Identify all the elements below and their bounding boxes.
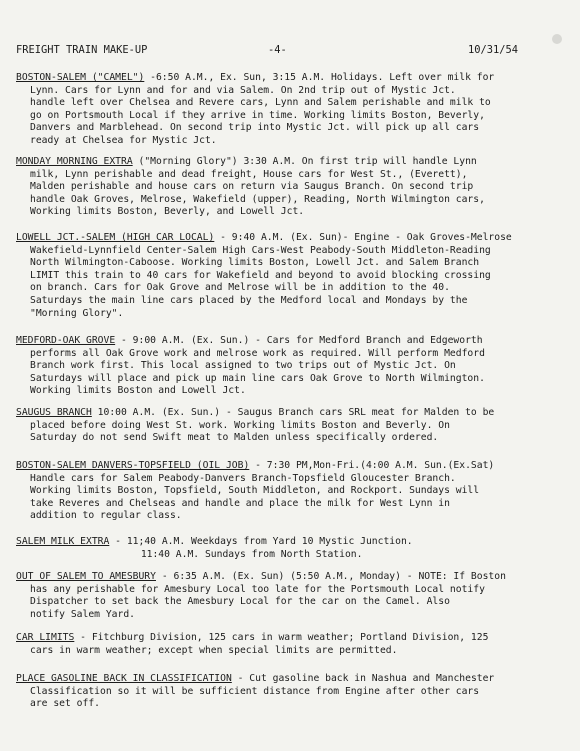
entry-line: LIMIT this train to 40 cars for Wakefield and beyond to avoid blocking crossing <box>30 269 491 281</box>
entry-heading: MEDFORD-OAK GROVE <box>16 335 116 346</box>
entry-heading: LOWELL JCT.-SALEM (HIGH CAR LOCAL) <box>16 232 215 243</box>
entry-line: notify Salem Yard. <box>30 608 135 620</box>
entry-line: addition to regular class. <box>30 510 182 522</box>
entry-line: ready at Chelsea for Mystic Jct. <box>30 134 217 146</box>
entry-place-gasoline-back <box>16 673 572 711</box>
page-number: -4- <box>268 44 287 56</box>
entry-first-line: BOSTON-SALEM ("CAMEL") -6:50 A.M., Ex. Sun, 3:15 A.M. Holidays. Left over milk for <box>16 72 495 83</box>
entry-line: Working limits Boston, Beverly, and Lowell Jct. <box>30 206 305 218</box>
entry-boston-salem-camel <box>16 72 572 148</box>
entry-line: Branch work first. This local assigned to two trips out of Mystic Jct. On <box>30 360 456 372</box>
entry-line: Saturday do not send Swift meat to Malden unless specifically ordered. <box>30 432 439 444</box>
entry-medford-oak-grove <box>16 335 572 398</box>
entry-line: Lynn. Cars for Lynn and for and via Salem. On 2nd trip out of Mystic Jct. <box>30 84 456 96</box>
entry-line: cars in warm weather; except when special limits are permitted. <box>30 644 398 656</box>
entry-salem-milk-extra <box>16 536 572 561</box>
entry-line: Saturdays will place and pick up main line cars Oak Grove to North Wilmington. <box>30 372 485 384</box>
entry-line: Wakefield-Lynnfield Center-Salem High Cars-West Peabody-South Middleton-Reading <box>30 244 491 256</box>
entry-line: Working limits Boston, Topsfield, South Middleton, and Rockport. Sundays will <box>30 485 480 497</box>
entry-monday-morning-extra <box>16 156 572 219</box>
entry-line: has any perishable for Amesbury Local too late for the Portsmouth Local notify <box>30 583 485 595</box>
entry-first-line: MONDAY MORNING EXTRA ("Morning Glory") 3:30 A.M. On first trip will handle Lynn <box>16 156 477 167</box>
entry-line: Handle cars for Salem Peabody-Danvers Branch-Topsfield Gloucester Branch. <box>30 472 456 484</box>
entry-first-line: CAR LIMITS - Fitchburg Division, 125 cars in warm weather; Portland Division, 125 <box>16 632 489 643</box>
entry-line: Danvers and Marblehead. On second trip into Mystic Jct. will pick up all cars <box>30 122 480 134</box>
entry-line: Malden perishable and house cars on return via Saugus Branch. On second trip <box>30 181 474 193</box>
entry-heading: OUT OF SALEM TO AMESBURY <box>16 571 156 582</box>
entry-line: performs all Oak Grove work and melrose work as required. Will perform Medford <box>30 347 485 359</box>
entry-line: 11:40 A.M. Sundays from North Station. <box>30 548 363 560</box>
entry-line: North Wilmington-Caboose. Working limits Boston, Lowell Jct. and Salem Branch <box>30 257 480 269</box>
entry-heading: CAR LIMITS <box>16 632 75 643</box>
entry-line: take Reveres and Chelseas and handle and place the milk for West Lynn in <box>30 497 450 509</box>
entry-first-line: SALEM MILK EXTRA - 11;40 A.M. Weekdays from Yard 10 Mystic Junction. <box>16 536 413 547</box>
entry-first-line: PLACE GASOLINE BACK IN CLASSIFICATION - Cut gasoline back in Nashua and Manchester <box>16 673 495 684</box>
entry-line: handle Oak Groves, Melrose, Wakefield (upper), Reading, North Wilmington cars, <box>30 193 485 205</box>
entry-line: Saturdays the main line cars placed by the Medford local and Mondays by the <box>30 294 468 306</box>
entry-heading: SAUGUS BRANCH <box>16 407 92 418</box>
entry-line: Dispatcher to set back the Amesbury Local for the car on the Camel. Also <box>30 596 450 608</box>
entry-lowell-jct-salem <box>16 232 572 320</box>
entry-line: are set off. <box>30 698 100 710</box>
entry-line: go on Portsmouth Local if they arrive in time. Working limits Boston, Beverly, <box>30 109 485 121</box>
document-date: 10/31/54 <box>468 44 519 56</box>
entry-line: handle left over Chelsea and Revere cars, Lynn and Salem perishable and milk to <box>30 97 491 109</box>
entry-boston-salem-danvers-topsfield <box>16 460 572 523</box>
document-title: FREIGHT TRAIN MAKE-UP <box>16 44 148 56</box>
ink-spot <box>552 34 562 44</box>
entry-heading: BOSTON-SALEM DANVERS-TOPSFIELD (OIL JOB) <box>16 460 250 471</box>
entry-line: on branch. Cars for Oak Grove and Melrose will be in addition to the 40. <box>30 282 450 294</box>
entry-first-line: LOWELL JCT.-SALEM (HIGH CAR LOCAL) - 9:40 A.M. (Ex. Sun)- Engine - Oak Groves-Melrose <box>16 232 512 243</box>
entry-line: Classification so it will be sufficient distance from Engine after other cars <box>30 685 480 697</box>
entry-heading: MONDAY MORNING EXTRA <box>16 156 133 167</box>
entry-car-limits <box>16 632 572 657</box>
entry-line: "Morning Glory". <box>30 307 124 319</box>
entry-first-line: OUT OF SALEM TO AMESBURY - 6:35 A.M. (Ex. Sun) (5:50 A.M., Monday) - NOTE: If Boston <box>16 571 506 582</box>
entry-saugus-branch <box>16 407 572 445</box>
entry-line: placed before doing West St. work. Working limits Boston and Beverly. On <box>30 419 450 431</box>
entry-first-line: SAUGUS BRANCH 10:00 A.M. (Ex. Sun.) - Saugus Branch cars SRL meat for Malden to be <box>16 407 495 418</box>
entry-out-of-salem-to-amesbury <box>16 571 572 621</box>
entry-heading: PLACE GASOLINE BACK IN CLASSIFICATION <box>16 673 232 684</box>
entry-first-line: BOSTON-SALEM DANVERS-TOPSFIELD (OIL JOB) - 7:30 PM,Mon-Fri.(4:00 A.M. Sun.(Ex.Sat) <box>16 460 495 471</box>
entry-line: Working limits Boston and Lowell Jct. <box>30 385 246 397</box>
entry-first-line: MEDFORD-OAK GROVE - 9:00 A.M. (Ex. Sun.) - Cars for Medford Branch and Edgeworth <box>16 335 483 346</box>
entry-heading: BOSTON-SALEM ("CAMEL") <box>16 72 145 83</box>
entry-heading: SALEM MILK EXTRA <box>16 536 110 547</box>
entry-line: milk, Lynn perishable and dead freight, House cars for West St., (Everett), <box>30 168 468 180</box>
